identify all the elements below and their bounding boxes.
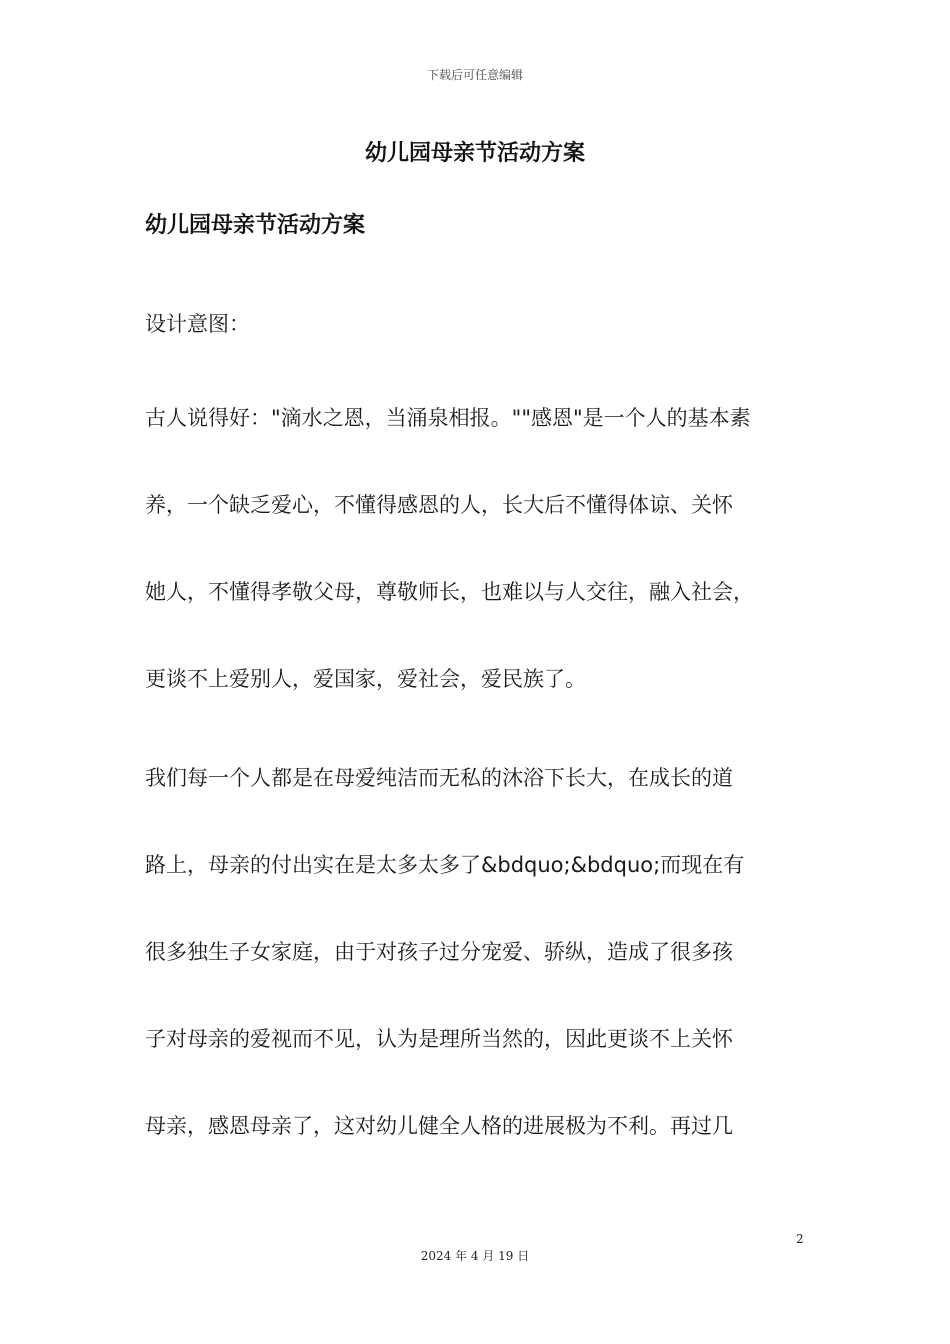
footer-date: 2024 年 4 月 19 日	[420, 1249, 530, 1263]
paragraph-line: 路上，母亲的付出实在是太多太多了&bdquo;&bdquo;而现在有	[145, 853, 745, 877]
paragraph-line: 母亲，感恩母亲了，这对幼儿健全人格的进展极为不利。再过几	[145, 1114, 733, 1138]
page-number: 2	[796, 1232, 804, 1246]
paragraph-line: 我们每一个人都是在母爱纯洁而无私的沐浴下长大，在成长的道	[145, 766, 733, 790]
paragraph-1	[145, 375, 810, 723]
paragraph-2	[145, 735, 810, 1170]
paragraph-line: 古人说得好："滴水之恩，当涌泉相报。""感恩"是一个人的基本素	[145, 406, 751, 430]
section-heading: 幼儿园母亲节活动方案	[145, 213, 366, 238]
document-title: 幼儿园母亲节活动方案	[364, 141, 585, 166]
paragraph-line: 很多独生子女家庭，由于对孩子过分宠爱、骄纵，造成了很多孩	[145, 940, 733, 964]
header-note: 下载后可任意编辑	[426, 68, 523, 82]
design-intent-label: 设计意图：	[145, 312, 250, 336]
paragraph-line: 更谈不上爱别人，爱国家，爱社会，爱民族了。	[145, 667, 586, 691]
paragraph-line: 子对母亲的爱视而不见，认为是理所当然的，因此更谈不上关怀	[145, 1027, 733, 1051]
paragraph-line: 养，一个缺乏爱心，不懂得感恩的人，长大后不懂得体谅、关怀	[145, 493, 733, 517]
paragraph-line: 她人，不懂得孝敬父母，尊敬师长，也难以与人交往，融入社会，	[145, 580, 754, 604]
